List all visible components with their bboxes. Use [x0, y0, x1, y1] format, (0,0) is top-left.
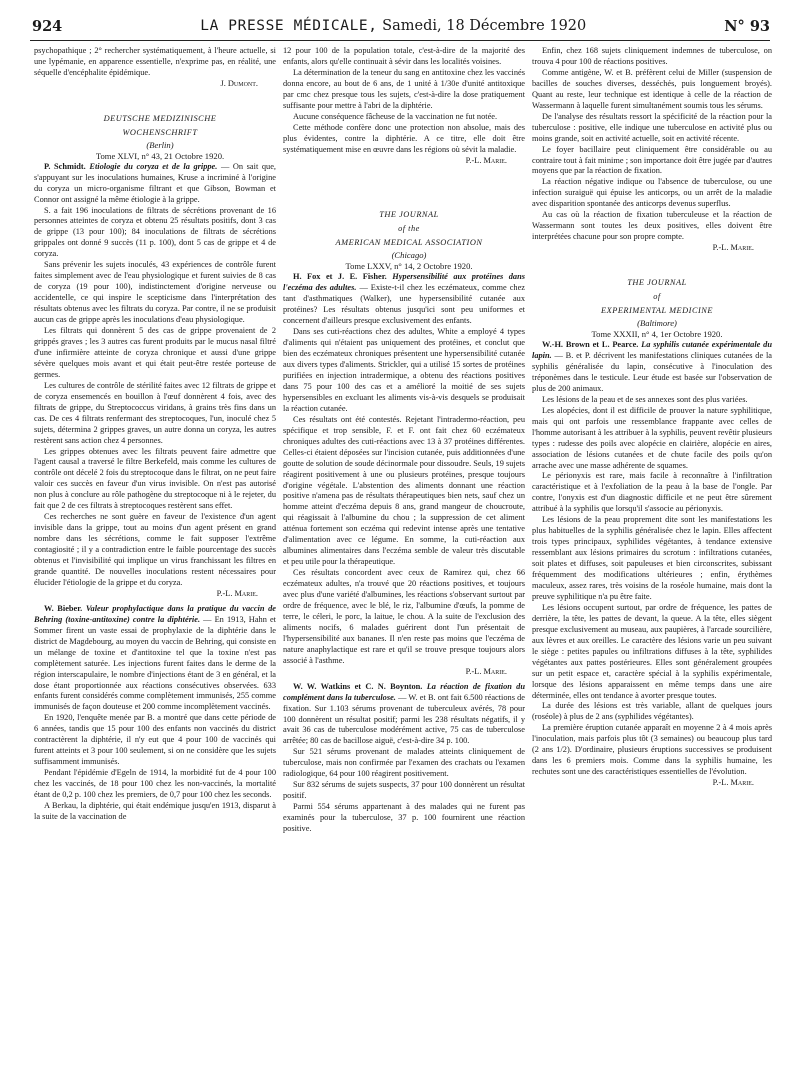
journal-issue: Tome XXXII, n° 4, 1er Octobre 1920. [591, 329, 723, 340]
article-author: W. Bieber. [44, 603, 83, 613]
paragraph: 12 pour 100 de la population totale, c'est-à-dire de la majorité des enfants, alors qu'elle continuait à sévir dans les localités voisines. [283, 46, 525, 66]
paragraph: En 1920, l'enquête menée par B. a montré que dans cette période de 6 années, tandis que 15 pour 100 des enfants non vaccinés du district contractèrent la diphtérie, il n'y eut que 4 pour 100 de vaccinés qui furent atteints et 3 pour 100 seulement, si on ne considère que les sujets suffisamment immunisés. [34, 713, 276, 767]
issue-date: Samedi, 18 Décembre 1920 [382, 18, 587, 34]
paragraph: Parmi 554 sérums appartenant à des malades qui ne furent pas examinés pour la tuberculose, 37 p. 100 fournirent une réaction positive. [283, 802, 525, 834]
paragraph: Comme antigène, W. et B. préfèrent celui de Miller (suspension de bacilles de souches diverses, desséchés, puis longuement broyés). Quant au reste, leur technique est identique à celle de la réaction de Wassermann à laquelle furent simultanément soumis tous les sérums. [532, 67, 772, 110]
article-text: — B. et P. décrivent les manifestations cliniques cutanées de la syphilis généralisée du lapin, consécutive à l'inoculation des tréponèmes dans le testicule. Leur étude est basée sur l'observation de plus de 200 animaux. [532, 350, 772, 393]
paragraph: La première éruption cutanée apparaît en moyenne 2 à 4 mois après l'inoculation, mais parfois plus tôt (3 semaines) ou beaucoup plus tard (2 ans 1/2). D'ordinaire, plusieurs éruptions successives se produisent dans les 6 premiers mois. Comme dans la syphilis humaine, les rechutes sont une des caractéristiques essentielles de l'évolution. [532, 723, 772, 777]
article-text: — Existe-t-il chez les eczémateux, comme chez tant d'asthmatiques (Walker), une hypersensibilité cutanée aux protéines? Les résultats obtenus jusqu'ici sont peu uniformes et concernent d'ailleurs presque exclusivement des enfants. [283, 283, 525, 326]
paragraph: Le foyer bacillaire peut cliniquement être considérable ou au contraire tout à fait minime ; son importance doit être jugée par d'autres moyens que par la réaction de fixation. [532, 144, 772, 176]
signature: P.-L. Marie. [465, 666, 507, 676]
journal-title: DEUTSCHE MEDIZINISCHE [103, 113, 217, 123]
signature: J. Dumont. [220, 78, 258, 88]
page-number: 924 [32, 17, 63, 35]
issue-number: N° 93 [724, 17, 770, 35]
paragraph: Ces résultats concordent avec ceux de Ramirez qui, chez 66 eczémateux adultes, n'a trouvé que 20 réactions positives, et toujours avec plus d'une variété d'albumines, les réactions s'observant surtout par ordre de fréquence, avec le blé, le riz, l'albumine d'œufs, la pomme de terre, le céleri, le porc, la laitue, le chou. A la suite de l'exclusion des aliments nocifs, 6 malades guérirent dont l'un présentait de l'hypersensibilité aux bananes. Il n'en reste pas moins que l'eczéma de nature anaphylactique est rare et qu'il se trouve presque toujours alors associé à l'asthme. [283, 568, 525, 665]
article-paragraph [283, 682, 525, 748]
article-title: La réaction de fixation du complément dans la tuberculose. [283, 681, 525, 702]
journal-title: WOCHENSCHRIFT [122, 127, 198, 137]
article-author: P. Schmidt. [44, 161, 86, 171]
paragraph: Aucune conséquence fâcheuse de la vaccination ne fut notée. [293, 111, 498, 121]
paragraph: A Berkau, la diphtérie, qui était endémique jusqu'en 1913, disparut à la suite de la vaccination de [34, 801, 276, 821]
article-author: W.-H. Brown et L. Pearce. [542, 340, 639, 350]
signature: P.-L. Marie. [216, 588, 258, 598]
paragraph: Les grippes obtenues avec les filtrats peuvent faire admettre que l'agent causal a traversé le filtre Berkefeld, mais comme les cultures de contrôle ont décelé 2 fois du streptocoque dans le filtrat, on ne peut faire valoir ces succès en faveur d'un virus invisible. On n'est pas autorisé non plus à conclure au rôle pathogène du streptocoque ni à le rejeter, du fait que 2 de ces filtrats à streptocoques restèrent sans effet. [34, 446, 276, 511]
journal-title: THE JOURNAL [627, 278, 687, 288]
paragraph: Sur 832 sérums de sujets suspects, 37 pour 100 donnèrent un résultat positif. [283, 780, 525, 801]
article-text: — On sait que, s'appuyant sur les inoculations humaines, Kruse a incriminé à l'origine du coryza un micro-organisme filtrant et que Gibson, Bowman et Connor ont assigné la même étiologie à la grippe. [34, 161, 276, 204]
article-paragraph [34, 162, 276, 206]
signature: P.-L. Marie. [712, 778, 754, 788]
journal-title: EXPERIMENTAL MEDICINE [601, 306, 713, 316]
paragraph: Ces résultats ont été contestés. Rejetant l'intradermo-réaction, peu spécifique et trop sensible, F. et F. ont fait chez 60 eczémateux chroniques adultes des cuti-réactions avec 13 à 37 protéines différentes. Celles-ci étaient déposées sur l'incision cutanée, puis additionnées d'une goutte de solution de soude décinormale pour dissoudre. Seuls, 19 sujets réagirent positivement à une ou plusieurs protéines, presque toujours d'origine végétale. L'abstention des aliments donnant une réaction positive n'amena pas de résultats thérapeutiques bien nets, sauf chez un homme atteint d'eczéma depuis 8 ans, grand mangeur de choucroute, qui réagissait à l'albumine du chou ; la suppression de cet aliment atténua fortement son eczéma qui redevint intense après une tentative d'alimentation avec ce légume. En somme, la cuti-réaction aux albumines alimentaires dans l'eczéma semble de valeur très discutable et peu utile pour la thérapeutique. [283, 414, 525, 567]
article-paragraph [532, 340, 772, 395]
column-2 [283, 46, 525, 1076]
journal-title: THE JOURNAL [379, 210, 439, 220]
signature: P.-L. Marie. [465, 155, 507, 165]
paragraph: La réaction négative indique ou l'absence de tuberculose, ou une infection suraiguë qui épuise les anticorps, ou un arrêt de la maladie avec disparition spontanée des anticorps devenus superflus. [532, 177, 772, 209]
paragraph: La durée des lésions est très variable, allant de quelques jours (roséole) à plus de 2 ans (syphilides végétantes). [532, 701, 772, 722]
publication-title: LA PRESSE MÉDICALE, [200, 18, 378, 34]
paragraph: Les lésions de la peau proprement dite sont les manifestations les plus habituelles de la syphilis généralisée chez le lapin. Elles affectent trois types principaux, syphilides végétantes, à tendance extensive ressemblant aux lésions primaires du scrotum : infiltrations cutanées, soit plates et diffuses, soit papuleuses et bien circonscrites, subissant fréquemment des modifications ultérieures ; enfin, érythèmes maculeux, assez rares, très voisins de la roséole humaine, mais dont la preuve syphilitique n'a pu être faite. [532, 515, 772, 601]
article-title: La syphilis cutanée expérimentale du lapin. [532, 340, 772, 360]
journal-title: of the [398, 224, 420, 234]
paragraph: Les filtrats qui donnèrent 5 des cas de grippe provenaient de 2 grippés graves ; les 3 autres cas furent produits par le mucus nasal filtré d'une infirmière atteinte de coryza chronique et aussi d'une grippe sévère quelques mois avant et qui était peut-être restée porteuse de germes. [34, 326, 276, 379]
signature: P.-L. Marie. [712, 243, 754, 253]
paragraph: Enfin, chez 168 sujets cliniquement indemnes de tuberculose, on trouva 4 pour 100 de réactions positives. [532, 46, 772, 66]
article-author: H. Fox et J. E. Fisher. [293, 272, 387, 282]
paragraph: Sur 521 sérums provenant de malades atteints cliniquement de tuberculose, mais non confirmée par l'examen des crachats ou l'examen radiologique, 64 pour 100 réagirent positivement. [283, 747, 525, 779]
masthead [200, 18, 586, 34]
journal-title: AMERICAN MEDICAL ASSOCIATION [335, 238, 483, 248]
page-header [32, 14, 770, 38]
article-title: Valeur prophylactique dans la pratique du vaccin de Behring (toxine-antitoxine) contre la diphtérie. [34, 603, 276, 624]
paragraph: Le périonyxis est rare, mais facile à reconnaître à l'infiltration caractéristique et à l'exfoliation de la peau à la base de l'ongle. Par contre, l'onyxis est d'un diagnostic difficile et ne peut être sûrement attribué à la syphilis que lorsqu'il s'associe au périonyxis. [532, 471, 772, 514]
paragraph: Au cas où la réaction de fixation tuberculeuse et la réaction de Wassermann sont toutes les deux positives, elles doivent être interprétées chacune pour son propre compte. [532, 210, 772, 242]
article-paragraph [283, 272, 525, 327]
paragraph: Les alopécies, dont il est difficile de prouver la nature syphilitique, mais qui ont parfois une ressemblance frappante avec celles de l'homme autorisant à les attribuer à la syphilis, peuvent revêtir plusieurs types : rudesse des poils avec alopécie en clairière, alopécie en aires, association de lésions cutanées et de chute facile des poils qu'on arrache avec une masse adhérente de squames. [532, 405, 772, 470]
header-rule [30, 40, 770, 41]
paragraph: Ces recherches ne sont guère en faveur de l'existence d'un agent invisible dans la grippe, tout au moins d'un agent présent en grand nombre dans les sécrétions, comme le fait supposer l'extrême contagiosité ; il y a contradiction entre le faible pourcentage des succès obtenus et l'invisibilité qui implique un virus franchissant les filtres en grande quantité. De nouvelles inoculations restent nécessaires pour élucider l'étiologie de la grippe et du coryza. [34, 512, 276, 587]
journal-city: (Berlin) [146, 139, 174, 150]
column-1 [34, 46, 276, 1076]
paragraph: La détermination de la teneur du sang en antitoxine chez les vaccinés donna encore, au bout de 6 ans, de 1 unité à 1/30e d'unité antitoxique par cmc chez presque tous les sujets, c'est-à-dire la dose pratiquement suffisante pour mettre à l'abri de la diphtérie. [283, 67, 525, 110]
article-author: W. W. Watkins et C. N. Boynton. [293, 681, 423, 691]
paragraph: Les lésions occupent surtout, par ordre de fréquence, les pattes de derrière, la tête, les pattes de devant, la queue. A la tête, elles siègent presque exclusivement au museau, aux paupières, à l'arcade sourcilière, aux lèvres et aux oreilles. Le caractère des lésions varie un peu suivant le siège : petites papules ou infiltrations diffuses à la tête, syphilides végétantes aux pattes postérieures. Elles sont généralement groupées sur un petit espace et, caractère spécial à la syphilis expérimentale, lorsque des lésions apparaissent en même temps dans une aire déterminée, elles ont tendance à avorter presque toutes. [532, 602, 772, 700]
article-title: Hypersensibilité aux protéines dans l'eczéma des adultes. [283, 272, 525, 293]
paragraph: Pendant l'épidémie d'Egeln de 1914, la morbidité fut de 4 pour 100 chez les vaccinés, de 18 pour 100 chez les non-vaccinés, la mortalité étant de 0,2 p. 100 chez les premiers, de 0,7 pour 100 chez les seconds. [34, 768, 276, 800]
article-text: — W. et B. ont fait 6.500 réactions de fixation. Sur 1.103 sérums provenant de tuberculeux avérés, 78 pour 100 donnèrent un résultat positif; parmi les 238 résultats négatifs, il y avait 36 cas de tuberculose modérément active, 75 cas de tuberculose arrêtée; 80 cas de bacillose aiguë, c'est-à-dire 34 p. 100. [283, 692, 525, 746]
paragraph: psychopathique ; 2° rechercher systématiquement, à l'heure actuelle, si une lypémanie, en apparence essentielle, n'exprime pas, en réalité, une séquelle d'encéphalite épidémique. [34, 46, 276, 77]
column-3 [532, 46, 772, 1076]
paragraph: Dans ses cuti-réactions chez des adultes, White a employé 4 types d'aliments qui n'étaient pas uniquement des protéines, et conclut que bien des eczémateux chroniques présentent une hypersensibilité cutanée aux divers types d'aliments. Strickler, qui a utilisé 15 sortes de protéines purifiées en injection intradermique, a obtenu des réactions positives dans 75 pour 100 des cas et a amélioré la moitié de ses sujets hypersensibles en excluant les aliments vis-à-vis desquels se produisait la réaction cutanée. [283, 327, 525, 413]
paragraph: De l'analyse des résultats ressort la spécificité de la réaction pour la tuberculose : positive, elle indique une tuberculose en activité plus ou moins grande, soit en activité actuelle, soit en activité récente. [532, 111, 772, 143]
journal-title: of [653, 292, 661, 302]
paragraph: Sans prévenir les sujets inoculés, 43 expériences de contrôle furent faites simplement avec de l'eau physiologique et furent suivies de 8 cas de coryza (19 pour 100), indistinctement d'origine nerveuse ou accidentelle, ce qui inspire le scepticisme dans l'interprétation des résultats obtenus avec les filtrats du coryza. Par contre, il ne se produisit aucun cas de grippe après les inoculations d'eau physiologique. [34, 260, 276, 325]
article-title: Etiologie du coryza et de la grippe. [89, 161, 218, 171]
paragraph: Cette méthode confère donc une protection non absolue, mais des plus évidentes, contre la diphtérie. A ce titre, elle doit être systématiquement mise en œuvre dans les régions où sévit la maladie. [283, 122, 525, 154]
article-text: — En 1913, Hahn et Sommer firent un vaste essai de prophylaxie de la diphtérie dans le district de Magdebourg, au moyen du vaccin de Behring, qui consiste en un mélange de toxine et d'antitoxine tel que la toxine n'est pas complètement saturée. Les injections furent faites dans le derme de la région interscapulaire, le nombre d'injections étant de 3 en général, et la dose étant proportionnée aux réactions consécutives observées. 633 enfants furent considérés comme complètement immunisés, 255 comme immunisés de façon douteuse et 200 comme incomplètement vaccinés. [34, 614, 276, 712]
paragraph: Les lésions de la peau et de ses annexes sont des plus variées. [542, 394, 748, 404]
article-paragraph [34, 604, 276, 714]
paragraph: S. a fait 196 inoculations de filtrats de sécrétions provenant de 16 personnes atteintes de coryza et obtenu 25 résultats positifs, dont 3 cas de grippe (13 pour 100); 84 inoculations de filtrats de sécrétions grippales ont donné 9 succès (11 p. 100), dont 5 cas de grippe et 4 de coryza. [34, 205, 276, 259]
journal-city: (Chicago) [391, 250, 427, 261]
journal-issue: Tome LXXV, n° 14, 2 Octobre 1920. [345, 261, 473, 272]
paragraph: Les cultures de contrôle de stérilité faites avec 12 filtrats de grippe et de coryza ensemencés en bouillon à l'œuf donnèrent 4 fois, avec des filtrats de grippe, du Streptococcus viridans, à grains très fins dans un cas. De ces 4 filtrats renfermant des streptocoques, l'un, inoculé chez 5 sujets, détermina 2 grippes graves, un autre donna un coryza, les autres restèrent sans action chez 4 personnes. [34, 380, 276, 445]
journal-issue: Tome XLVI, n° 43, 21 Octobre 1920. [95, 150, 225, 161]
journal-city: (Baltimore) [637, 318, 677, 329]
